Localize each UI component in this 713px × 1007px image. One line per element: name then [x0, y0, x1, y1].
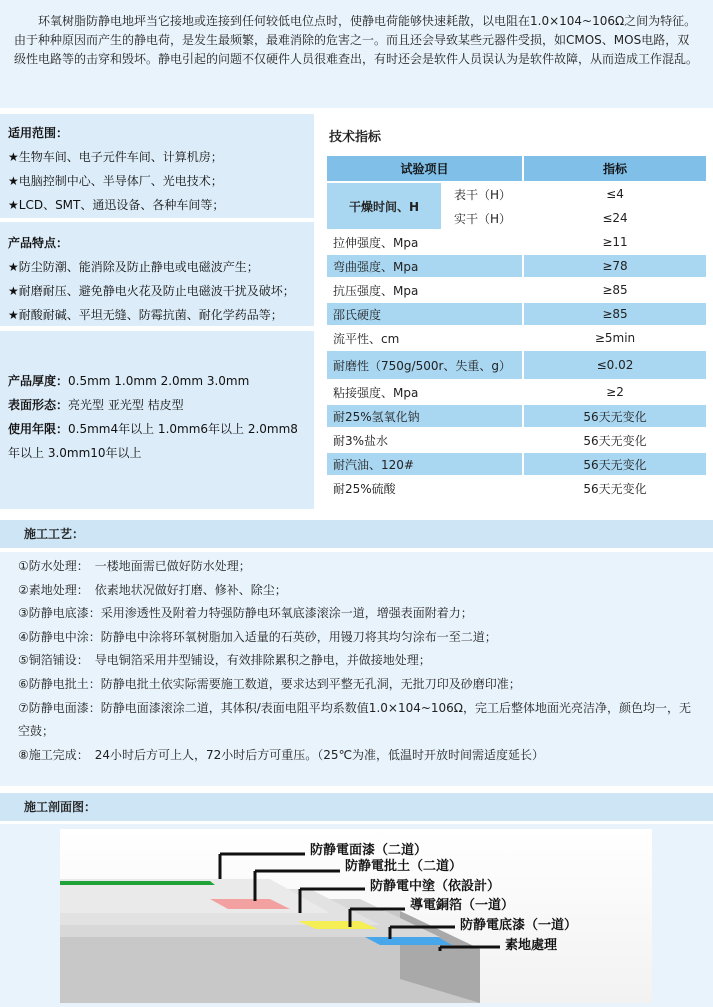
feature-item: ★耐酸耐碱、平坦无缝、防霉抗菌、耐化学药品等；	[8, 308, 283, 322]
dry-sub-label: 表干（H）	[443, 183, 522, 205]
thickness-line	[8, 369, 306, 393]
layer-label: 素地處理	[505, 938, 558, 953]
layer-label: 導電銅箔（一道）	[410, 898, 515, 913]
dry-group-label: 干燥时间、H	[327, 183, 441, 229]
section-header: 施工剖面图：	[0, 793, 713, 821]
specs-panel	[0, 331, 314, 509]
feature-item: ★防尘防潮、能消除及防止静电或电磁波产生；	[8, 260, 259, 274]
table-cell-value: ≥78	[524, 255, 706, 277]
layer-blue	[365, 937, 452, 945]
process-steps	[0, 552, 713, 786]
surface-line	[8, 393, 306, 417]
table-cell-value: 56天无变化	[524, 477, 706, 499]
table-cell-item: 耐汽油、120#	[327, 453, 522, 475]
dry-sub-value: ≤4	[524, 183, 706, 205]
scope-item: ★LCD、SMT、通迅设备、各种车间等；	[8, 198, 225, 212]
table-cell-item: 粘接强度、Mpa	[327, 381, 522, 403]
table-cell-value: ≥5min	[524, 327, 706, 349]
table-row	[327, 183, 706, 205]
scope-title: 适用范围：	[8, 126, 69, 140]
table-row	[327, 429, 706, 451]
table-cell-item: 耐3%盐水	[327, 429, 522, 451]
table-row	[327, 381, 706, 403]
process-step: ⑤铜箔铺设： 导电铜箔采用井型铺设，有效排除累积之静电，并做接地处理；	[18, 653, 431, 668]
process-step: ③防静电底漆：采用渗透性及附着力特强防静电环氧底漆滚涂一道，增强表面附着力；	[18, 606, 473, 621]
table-cell-item: 流平性、cm	[327, 327, 522, 349]
life-value: 0.5mm4年以上 1.0mm6年以上 2.0mm8年以上 3.0mm10年以上	[8, 422, 298, 460]
layer-label: 防静電底漆（一道）	[460, 918, 578, 933]
section-diagram-panel	[0, 824, 713, 1007]
table-cell-item: 耐25%氢氧化钠	[327, 405, 522, 427]
table-cell-value: ≥85	[524, 303, 706, 325]
table-cell-item: 邵氏硬度	[327, 303, 522, 325]
table-cell-value: ≤0.02	[524, 351, 706, 379]
table-cell-value: 56天无变化	[524, 405, 706, 427]
dry-sub-label: 实干（H）	[443, 207, 522, 229]
process-step: ②素地处理： 依素地状况做好打磨、修补、除尘；	[18, 582, 287, 597]
features-title: 产品特点：	[8, 236, 69, 250]
col-header-value: 指标	[524, 156, 706, 181]
features-panel	[0, 222, 314, 326]
process-step: ⑧施工完成： 24小时后方可上人，72小时后方可重压。（25℃为准，低温时开放时间需适度延长）	[18, 747, 545, 762]
table-row	[327, 303, 706, 325]
table-row	[327, 231, 706, 253]
surface-value: 亮光型 亚光型 桔皮型	[68, 398, 184, 412]
layer-label: 防静電中塗（依設計）	[370, 879, 501, 894]
table-cell-value: ≥85	[524, 279, 706, 301]
thickness-value: 0.5mm 1.0mm 2.0mm 3.0mm	[68, 374, 250, 388]
life-line	[8, 417, 306, 465]
tech-title: 技术指标	[329, 130, 382, 145]
table-cell-item: 拉伸强度、Mpa	[327, 231, 522, 253]
table-cell-item: 抗压强度、Mpa	[327, 279, 522, 301]
table-row	[327, 255, 706, 277]
life-label: 使用年限：	[8, 422, 69, 436]
process-step: ④防静电中涂：防静电中涂将环氧树脂加入适量的石英砂，用镘刀将其均匀涂布一至二道；	[18, 629, 497, 644]
layer-label: 防静電批土（二道）	[345, 859, 463, 874]
section-diagram	[60, 829, 652, 1003]
scope-item: ★电脑控制中心、半导体厂、光电技术；	[8, 174, 223, 188]
tech-panel	[320, 114, 713, 509]
process-header: 施工工艺：	[0, 520, 713, 548]
table-row	[327, 405, 706, 427]
intro-panel	[0, 0, 713, 108]
table-row	[327, 453, 706, 475]
table-cell-item: 耐磨性（750g/500r、失重、g）	[327, 351, 522, 379]
surface-label: 表面形态：	[8, 398, 69, 412]
table-cell-value: 56天无变化	[524, 429, 706, 451]
feature-item: ★耐磨耐压、避免静电火花及防止电磁波干扰及破坏；	[8, 284, 295, 298]
table-cell-item: 弯曲强度、Mpa	[327, 255, 522, 277]
layer-label: 防静電面漆（二道）	[310, 843, 428, 858]
table-row	[327, 351, 706, 379]
table-row	[327, 279, 706, 301]
process-step: ⑦防静电面漆：防静电面漆滚涂二道，其体积/表面电阻平均系数值1.0×104~106Ω，完工后整体地面光亮洁净，颜色均一，无空鼓；	[18, 700, 691, 739]
dry-sub-value: ≤24	[524, 207, 706, 229]
table-cell-value: ≥11	[524, 231, 706, 253]
table-row	[327, 327, 706, 349]
process-step: ⑥防静电批土：防静电批土依实际需要施工数道，要求达到平整无孔洞，无批刀印及砂磨印准；	[18, 676, 521, 691]
tech-table	[325, 154, 708, 501]
table-header-row	[327, 156, 706, 181]
scope-panel	[0, 114, 314, 218]
process-step: ①防水处理： 一楼地面需已做好防水处理；	[18, 559, 251, 573]
table-cell-item: 耐25%硫酸	[327, 477, 522, 499]
layer-green	[60, 881, 215, 885]
intro-text: 环氧树脂防静电地坪当它接地或连接到任何较低电位点时，使静电荷能够快速耗散，以电阻在1.0×104~106Ω之间为特征。由于种种原因而产生的静电荷，是发生最频繁，最难消除的危害之一。而且还会导致某些元器件受损，如CMOS、MOS电路，双级性电路等的击穿和毁坏。静电引起的问题不仅硬件人员很难查出，有时还会是软件人员误认为是软件故障，从而造成工作混乱。	[14, 14, 699, 66]
scope-item: ★生物车间、电子元件车间、计算机房；	[8, 150, 223, 164]
thickness-label: 产品厚度：	[8, 374, 69, 388]
table-cell-value: 56天无变化	[524, 453, 706, 475]
col-header-item: 试验项目	[327, 156, 522, 181]
table-cell-value: ≥2	[524, 381, 706, 403]
table-row	[327, 477, 706, 499]
